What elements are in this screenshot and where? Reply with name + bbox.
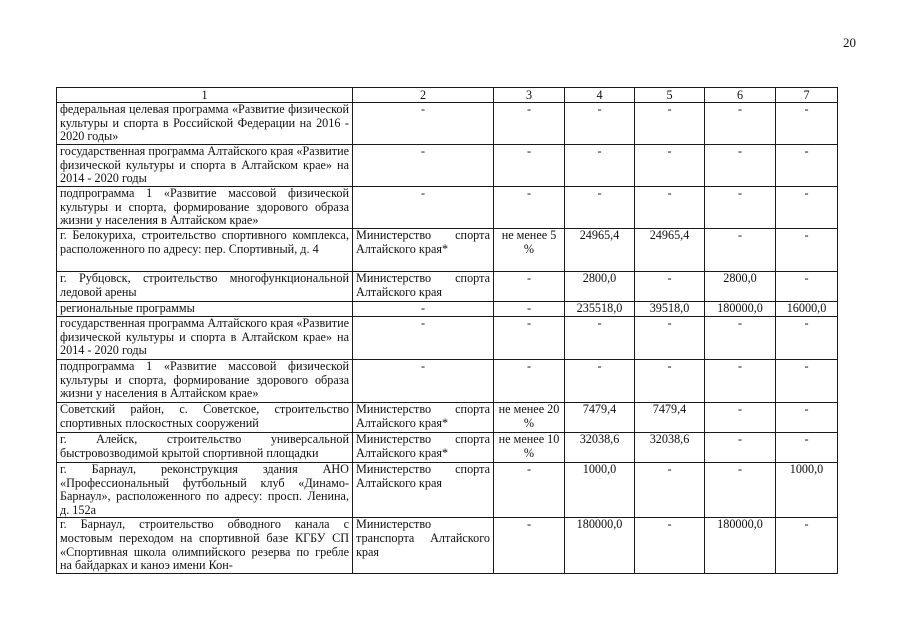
responsible-body-cell: Министерство спорта Алтайского края*: [353, 433, 494, 463]
column-header: 2: [353, 88, 494, 103]
program-name-cell: г. Алейск, строительство универсальной быстровозводимой крытой спортивной площадки: [57, 433, 353, 463]
table-cell: 180000,0: [705, 518, 776, 574]
table-row: [57, 463, 838, 518]
table-cell: -: [705, 103, 776, 145]
table-cell: -: [705, 463, 776, 518]
program-name-cell: государственная программа Алтайского края «Развитие физической культуры и спорта в Алтайском крае» на 2014 - 2020 годы: [57, 317, 353, 360]
table-cell: -: [635, 463, 705, 518]
table-cell: 16000,0: [776, 302, 838, 317]
table-cell: 39518,0: [635, 302, 705, 317]
table-row: [57, 229, 838, 272]
table-cell: 24965,4: [635, 229, 705, 272]
table-cell: -: [705, 403, 776, 433]
cofinancing-cell: не менее 5 %: [494, 229, 565, 272]
responsible-body-cell: Министерство спорта Алтайского края: [353, 272, 494, 302]
table-row: [57, 272, 838, 302]
table-row: [57, 145, 838, 187]
table-cell: -: [776, 187, 838, 229]
table-cell: -: [494, 302, 565, 317]
table-cell: -: [776, 360, 838, 403]
table-cell: -: [353, 103, 494, 145]
table-cell: -: [494, 145, 565, 187]
table-cell: -: [565, 145, 635, 187]
table-cell: -: [635, 317, 705, 360]
table-cell: -: [635, 272, 705, 302]
program-name-cell: федеральная целевая программа «Развитие физической культуры и спорта в Российской Федерации на 2016 - 2020 годы»: [57, 103, 353, 145]
table-row: [57, 187, 838, 229]
table-cell: -: [353, 187, 494, 229]
column-header: 5: [635, 88, 705, 103]
program-funding-table: [56, 87, 838, 574]
column-header: 4: [565, 88, 635, 103]
table-cell: -: [705, 433, 776, 463]
table-cell: -: [494, 187, 565, 229]
table-cell: -: [705, 317, 776, 360]
table-row: [57, 518, 838, 574]
cofinancing-cell: не менее 20 %: [494, 403, 565, 433]
table-cell: -: [776, 103, 838, 145]
program-name-cell: государственная программа Алтайского края «Развитие физической культуры и спорта в Алтайском крае» на 2014 - 2020 годы: [57, 145, 353, 187]
table-cell: -: [353, 317, 494, 360]
table-row: [57, 360, 838, 403]
table-cell: -: [776, 145, 838, 187]
cofinancing-cell: не менее 10 %: [494, 433, 565, 463]
table-cell: -: [776, 433, 838, 463]
table-cell: -: [565, 103, 635, 145]
table-cell: -: [635, 103, 705, 145]
table-cell: 1000,0: [776, 463, 838, 518]
table-cell: -: [635, 145, 705, 187]
table-cell: -: [776, 229, 838, 272]
table-cell: -: [494, 317, 565, 360]
table-cell: -: [635, 518, 705, 574]
table-row: [57, 403, 838, 433]
program-name-cell: г. Белокуриха, строительство спортивного комплекса, расположенного по адресу: пер. Спортивный, д. 4: [57, 229, 353, 272]
responsible-body-cell: Министерство транспорта Алтайского края: [353, 518, 494, 574]
table-row: [57, 433, 838, 463]
table-cell: -: [565, 360, 635, 403]
cofinancing-cell: -: [494, 272, 565, 302]
table-cell: -: [565, 317, 635, 360]
table-cell: -: [705, 360, 776, 403]
table-cell: -: [776, 317, 838, 360]
table-row: [57, 317, 838, 360]
table-cell: 1000,0: [565, 463, 635, 518]
program-name-cell: г. Барнаул, строительство обводного канала с мостовым переходом на спортивной базе КГБУ СП «Спортивная школа олимпийского резерва по гребле на байдарках и каноэ имени Кон-: [57, 518, 353, 574]
program-name-cell: г. Барнаул, реконструкция здания АНО «Профессиональный футбольный клуб «Динамо-Барнаул», расположенного по адресу: просп. Ленина, д. 152а: [57, 463, 353, 518]
responsible-body-cell: Министерство спорта Алтайского края*: [353, 403, 494, 433]
table-cell: 7479,4: [635, 403, 705, 433]
table-cell: -: [776, 272, 838, 302]
table-cell: 24965,4: [565, 229, 635, 272]
table-header-row: [57, 88, 838, 103]
column-header: 6: [705, 88, 776, 103]
table-cell: 180000,0: [565, 518, 635, 574]
table-cell: -: [494, 360, 565, 403]
table-cell: 7479,4: [565, 403, 635, 433]
table-cell: 32038,6: [565, 433, 635, 463]
program-name-cell: подпрограмма 1 «Развитие массовой физической культуры и спорта, формирование здорового образа жизни у населения в Алтайском крае»: [57, 187, 353, 229]
table-row: [57, 302, 838, 317]
table-cell: 2800,0: [705, 272, 776, 302]
column-header: 1: [57, 88, 353, 103]
table-cell: 235518,0: [565, 302, 635, 317]
table-cell: -: [705, 229, 776, 272]
table-cell: -: [353, 145, 494, 187]
responsible-body-cell: Министерство спорта Алтайского края*: [353, 229, 494, 272]
column-header: 7: [776, 88, 838, 103]
table-cell: -: [776, 403, 838, 433]
program-name-cell: Советский район, с. Советское, строительство спортивных плоскостных сооружений: [57, 403, 353, 433]
table-cell: -: [494, 103, 565, 145]
table-cell: 180000,0: [705, 302, 776, 317]
table-cell: -: [776, 518, 838, 574]
responsible-body-cell: Министерство спорта Алтайского края: [353, 463, 494, 518]
page-number: 20: [843, 35, 856, 50]
table-cell: 32038,6: [635, 433, 705, 463]
program-name-cell: г. Рубцовск, строительство многофункциональной ледовой арены: [57, 272, 353, 302]
cofinancing-cell: -: [494, 463, 565, 518]
table-cell: -: [705, 187, 776, 229]
table-cell: 2800,0: [565, 272, 635, 302]
table-cell: -: [635, 360, 705, 403]
table-row: [57, 103, 838, 145]
table-cell: -: [353, 360, 494, 403]
table-cell: -: [635, 187, 705, 229]
cofinancing-cell: -: [494, 518, 565, 574]
program-name-cell: региональные программы: [57, 302, 353, 317]
program-name-cell: подпрограмма 1 «Развитие массовой физической культуры и спорта, формирование здорового образа жизни у населения в Алтайском крае»: [57, 360, 353, 403]
table-cell: -: [353, 302, 494, 317]
column-header: 3: [494, 88, 565, 103]
table-cell: -: [565, 187, 635, 229]
table-cell: -: [705, 145, 776, 187]
